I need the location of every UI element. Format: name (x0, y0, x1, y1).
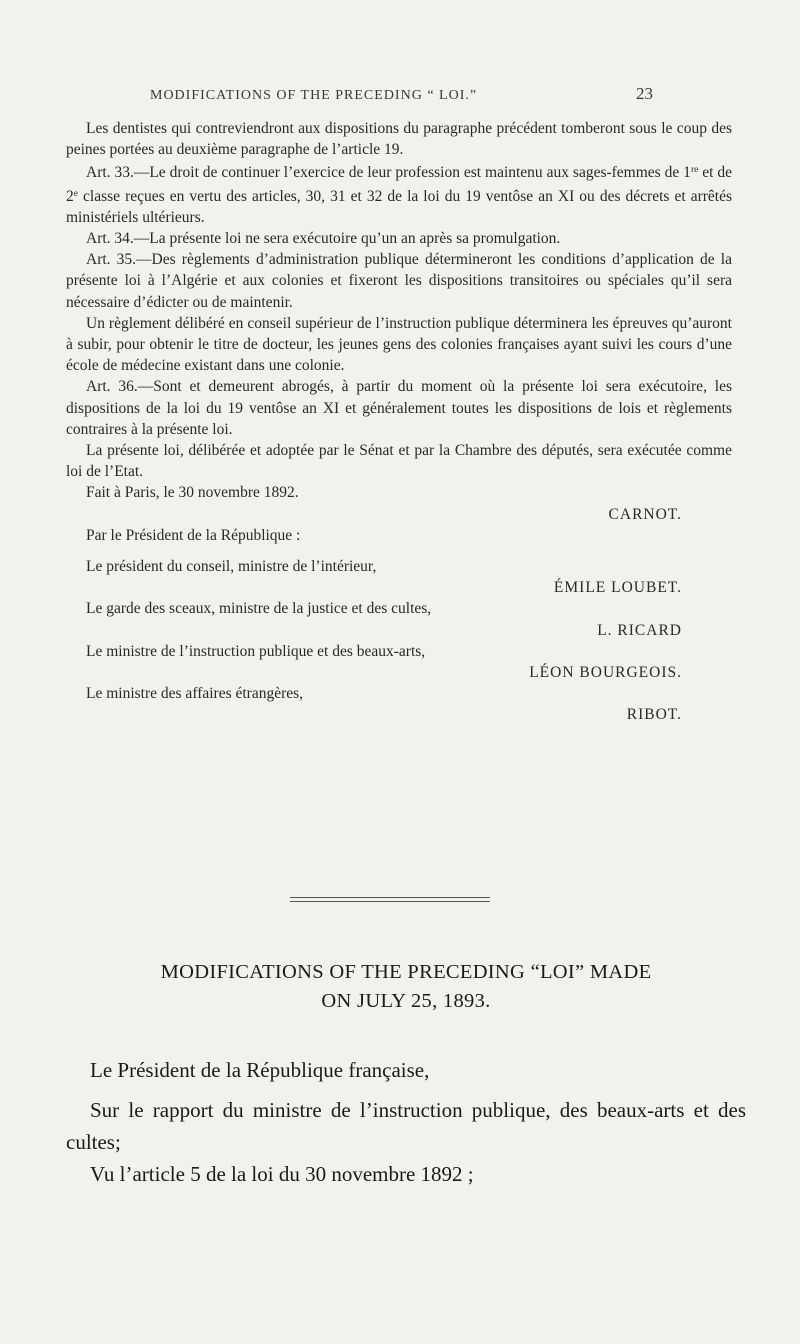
signature-loubet: ÉMILE LOUBET. (553, 579, 682, 597)
paragraph-date: Fait à Paris, le 30 novembre 1892. (86, 484, 299, 502)
law-text (66, 118, 732, 726)
paragraph-dentists: Les dentistes qui contreviendront aux dispositions du paragraphe précédent tomberont sous le coup des peines portées au deuxième paragraphe de l’article 19. (66, 120, 732, 159)
page-number: 23 (636, 84, 653, 103)
article-33-text-a: Art. 33.—Le droit de continuer l’exercice de leur profession est maintenu aux sages-femmes de 1 (86, 164, 691, 182)
signature-bourgeois: LÉON BOURGEOIS. (529, 664, 682, 682)
justice-minister-title: Le garde des sceaux, ministre de la justice et des cultes, (86, 600, 432, 618)
double-rule-top (290, 897, 490, 898)
decree-article-line: Vu l’article 5 de la loi du 30 novembre 1892 ; (90, 1162, 474, 1186)
paragraph-article-33 (66, 160, 732, 228)
paragraph-reglement: Un règlement délibéré en conseil supérieur de l’instruction publique déterminera les épreuves qu’auront à subir, pour obtenir le titre de docteur, les jeunes gens des colonies françaises ayant suivi les cours d’une école de médecine existant dans une colonie. (66, 314, 732, 375)
by-president-line: Par le Président de la République : (86, 526, 301, 544)
decree-text (66, 1054, 746, 1190)
signature-ribot: RIBOT. (626, 706, 682, 724)
decree-report-line: Sur le rapport du ministre de l’instruction publique, des beaux-arts et des cultes; (66, 1098, 746, 1154)
paragraph-adoption: La présente loi, délibérée et adoptée par le Sénat et par la Chambre des députés, sera exécutée comme loi de l’Etat. (66, 442, 732, 481)
double-rule-bottom (290, 901, 490, 902)
foreign-minister-title: Le ministre des affaires étrangères, (86, 685, 304, 703)
superscript-re: re (690, 165, 699, 176)
paragraph-article-34: Art. 34.—La présente loi ne sera exécutoire qu’un an après sa promulgation. (86, 230, 561, 248)
decree-president-line: Le Président de la République française, (90, 1058, 430, 1082)
running-head: MODIFICATIONS OF THE PRECEDING “ LOI.” (150, 88, 478, 103)
article-33-text-b: et de 2 (66, 164, 732, 205)
section-title-line-2: ON JULY 25, 1893. (321, 990, 491, 1012)
paragraph-article-35: Art. 35.—Des règlements d’administration publique détermineront les conditions d’application de la présente loi à l’Algérie et aux colonies et fixeront les dispositions transitoires ou spéciales qu’il sera nécessaire d’édicter ou de maintenir. (66, 251, 732, 311)
paragraph-article-36: Art. 36.—Sont et demeurent abrogés, à partir du moment où la présente loi sera exécutoire, les dispositions de la loi du 19 ventôse an XI et généralement toutes les dispositions de lois et règlements contraires à la présente loi. (66, 378, 732, 438)
superscript-e: e (73, 188, 78, 199)
instruction-minister-title: Le ministre de l’instruction publique et des beaux-arts, (86, 642, 426, 660)
interior-minister-title: Le président du conseil, ministre de l’intérieur, (86, 558, 377, 576)
article-33-text-c: classe reçues en vertu des articles, 30, 31 et 32 de la loi du 19 ventôse an XI ou des décrets et arrêtés ministériels ultérieurs. (66, 187, 732, 226)
signature-carnot: CARNOT. (608, 505, 682, 523)
section-title (66, 958, 746, 1016)
signature-ricard: L. RICARD (597, 621, 682, 639)
section-title-line-1: MODIFICATIONS OF THE PRECEDING “LOI” MADE (160, 961, 652, 983)
